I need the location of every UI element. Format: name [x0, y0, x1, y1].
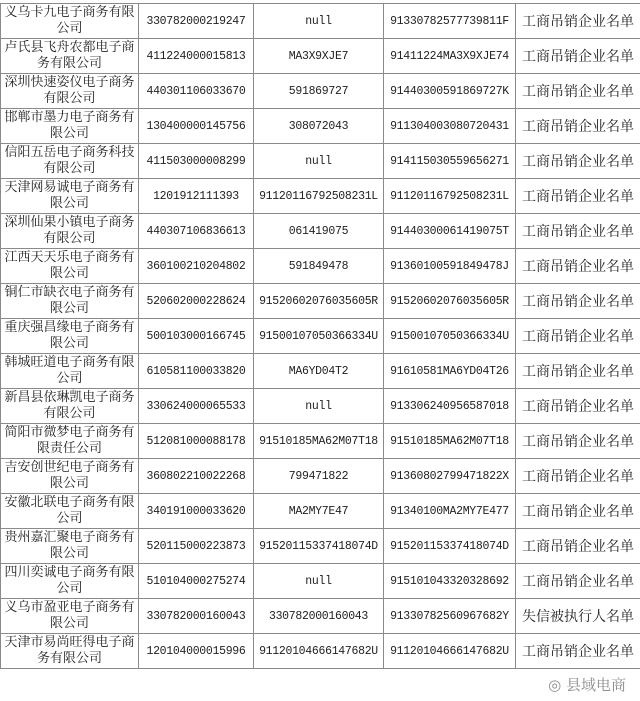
company-name: 安徽北联电子商务有限公司	[1, 494, 139, 529]
org-code: 91500107050366334U	[254, 319, 384, 354]
registration-number: 330782000160043	[139, 599, 254, 634]
credit-code: 91440300061419075T	[384, 214, 516, 249]
org-code: null	[254, 389, 384, 424]
credit-code: 91340100MA2MY7E477	[384, 494, 516, 529]
credit-code: 91500107050366334U	[384, 319, 516, 354]
list-type: 工商吊销企业名单	[516, 109, 640, 144]
table-row	[1, 144, 640, 179]
list-type: 工商吊销企业名单	[516, 4, 640, 39]
credit-code: 91610581MA6YD04T26	[384, 354, 516, 389]
table-body	[1, 4, 640, 669]
registration-number: 120104000015996	[139, 634, 254, 669]
org-code: 91120104666147682U	[254, 634, 384, 669]
credit-code: 915101043320328692	[384, 564, 516, 599]
credit-code: 91120116792508231L	[384, 179, 516, 214]
credit-code: 913306240956587018	[384, 389, 516, 424]
org-code: 799471822	[254, 459, 384, 494]
table-row	[1, 74, 640, 109]
company-name: 简阳市微梦电子商务有限责任公司	[1, 424, 139, 459]
registration-number: 520602000228624	[139, 284, 254, 319]
list-type: 工商吊销企业名单	[516, 494, 640, 529]
wechat-icon: ◎	[548, 676, 566, 694]
table-row	[1, 634, 640, 669]
credit-code: 91510185MA62M07T18	[384, 424, 516, 459]
company-name: 江西天天乐电子商务有限公司	[1, 249, 139, 284]
company-name: 四川奕诚电子商务有限公司	[1, 564, 139, 599]
credit-code: 914115030559656271	[384, 144, 516, 179]
table-row	[1, 39, 640, 74]
company-name: 新昌县依琳凯电子商务有限公司	[1, 389, 139, 424]
table-row	[1, 214, 640, 249]
org-code: 330782000160043	[254, 599, 384, 634]
list-type: 工商吊销企业名单	[516, 144, 640, 179]
credit-code: 91360802799471822X	[384, 459, 516, 494]
list-type: 工商吊销企业名单	[516, 179, 640, 214]
table-row	[1, 249, 640, 284]
list-type: 工商吊销企业名单	[516, 284, 640, 319]
company-table	[0, 3, 640, 669]
credit-code: 91330782577739811F	[384, 4, 516, 39]
credit-code: 91440300591869727K	[384, 74, 516, 109]
org-code: MA6YD04T2	[254, 354, 384, 389]
list-type: 工商吊销企业名单	[516, 459, 640, 494]
org-code: 308072043	[254, 109, 384, 144]
table-row	[1, 109, 640, 144]
table-row	[1, 424, 640, 459]
list-type: 工商吊销企业名单	[516, 319, 640, 354]
table-row	[1, 319, 640, 354]
registration-number: 360100210204802	[139, 249, 254, 284]
table-row	[1, 564, 640, 599]
list-type: 工商吊销企业名单	[516, 529, 640, 564]
list-type: 工商吊销企业名单	[516, 214, 640, 249]
company-name: 天津网易诚电子商务有限公司	[1, 179, 139, 214]
registration-number: 1201912111393	[139, 179, 254, 214]
watermark: ◎ 县域电商	[548, 676, 626, 694]
list-type: 工商吊销企业名单	[516, 564, 640, 599]
registration-number: 360802210022268	[139, 459, 254, 494]
registration-number: 510104000275274	[139, 564, 254, 599]
table-row	[1, 494, 640, 529]
registration-number: 440307106836613	[139, 214, 254, 249]
credit-code: 91520115337418074D	[384, 529, 516, 564]
registration-number: 440301106033670	[139, 74, 254, 109]
company-name: 天津市易尚旺得电子商务有限公司	[1, 634, 139, 669]
registration-number: 500103000166745	[139, 319, 254, 354]
org-code: 91520115337418074D	[254, 529, 384, 564]
org-code: 061419075	[254, 214, 384, 249]
list-type: 工商吊销企业名单	[516, 354, 640, 389]
company-name: 深圳仙果小镇电子商务有限公司	[1, 214, 139, 249]
credit-code: 91360100591849478J	[384, 249, 516, 284]
org-code: 591849478	[254, 249, 384, 284]
company-name: 吉安创世纪电子商务有限公司	[1, 459, 139, 494]
registration-number: 610581100033820	[139, 354, 254, 389]
registration-number: 330782000219247	[139, 4, 254, 39]
credit-code: 91330782560967682Y	[384, 599, 516, 634]
org-code: null	[254, 4, 384, 39]
registration-number: 411224000015813	[139, 39, 254, 74]
list-type: 工商吊销企业名单	[516, 74, 640, 109]
list-type: 工商吊销企业名单	[516, 249, 640, 284]
registration-number: 330624000065533	[139, 389, 254, 424]
table-row	[1, 284, 640, 319]
company-name: 信阳五岳电子商务科技有限公司	[1, 144, 139, 179]
org-code: 91120116792508231L	[254, 179, 384, 214]
org-code: null	[254, 144, 384, 179]
org-code: MA3X9XJE7	[254, 39, 384, 74]
org-code: 91510185MA62M07T18	[254, 424, 384, 459]
org-code: MA2MY7E47	[254, 494, 384, 529]
table-row	[1, 389, 640, 424]
table-row	[1, 599, 640, 634]
table-row	[1, 4, 640, 39]
credit-code: 91411224MA3X9XJE74	[384, 39, 516, 74]
registration-number: 130400000145756	[139, 109, 254, 144]
company-name: 贵州嘉汇聚电子商务有限公司	[1, 529, 139, 564]
company-name: 重庆强昌缘电子商务有限公司	[1, 319, 139, 354]
credit-code: 911304003080720431	[384, 109, 516, 144]
table-row	[1, 354, 640, 389]
org-code: null	[254, 564, 384, 599]
credit-code: 91120104666147682U	[384, 634, 516, 669]
org-code: 591869727	[254, 74, 384, 109]
company-name: 义乌市盈亚电子商务有限公司	[1, 599, 139, 634]
table-row	[1, 179, 640, 214]
registration-number: 512081000088178	[139, 424, 254, 459]
table-row	[1, 459, 640, 494]
registration-number: 411503000008299	[139, 144, 254, 179]
list-type: 工商吊销企业名单	[516, 424, 640, 459]
company-name: 韩城旺道电子商务有限公司	[1, 354, 139, 389]
list-type: 工商吊销企业名单	[516, 39, 640, 74]
table-row	[1, 529, 640, 564]
registration-number: 340191000033620	[139, 494, 254, 529]
credit-code: 91520602076035605R	[384, 284, 516, 319]
company-name: 铜仁市缺衣电子商务有限公司	[1, 284, 139, 319]
org-code: 91520602076035605R	[254, 284, 384, 319]
registration-number: 520115000223873	[139, 529, 254, 564]
company-name: 义乌卡九电子商务有限公司	[1, 4, 139, 39]
list-type: 失信被执行人名单	[516, 599, 640, 634]
list-type: 工商吊销企业名单	[516, 634, 640, 669]
company-name: 邯郸市墨力电子商务有限公司	[1, 109, 139, 144]
list-type: 工商吊销企业名单	[516, 389, 640, 424]
company-name: 深圳快速姿仪电子商务有限公司	[1, 74, 139, 109]
company-name: 卢氏县飞舟农都电子商务有限公司	[1, 39, 139, 74]
